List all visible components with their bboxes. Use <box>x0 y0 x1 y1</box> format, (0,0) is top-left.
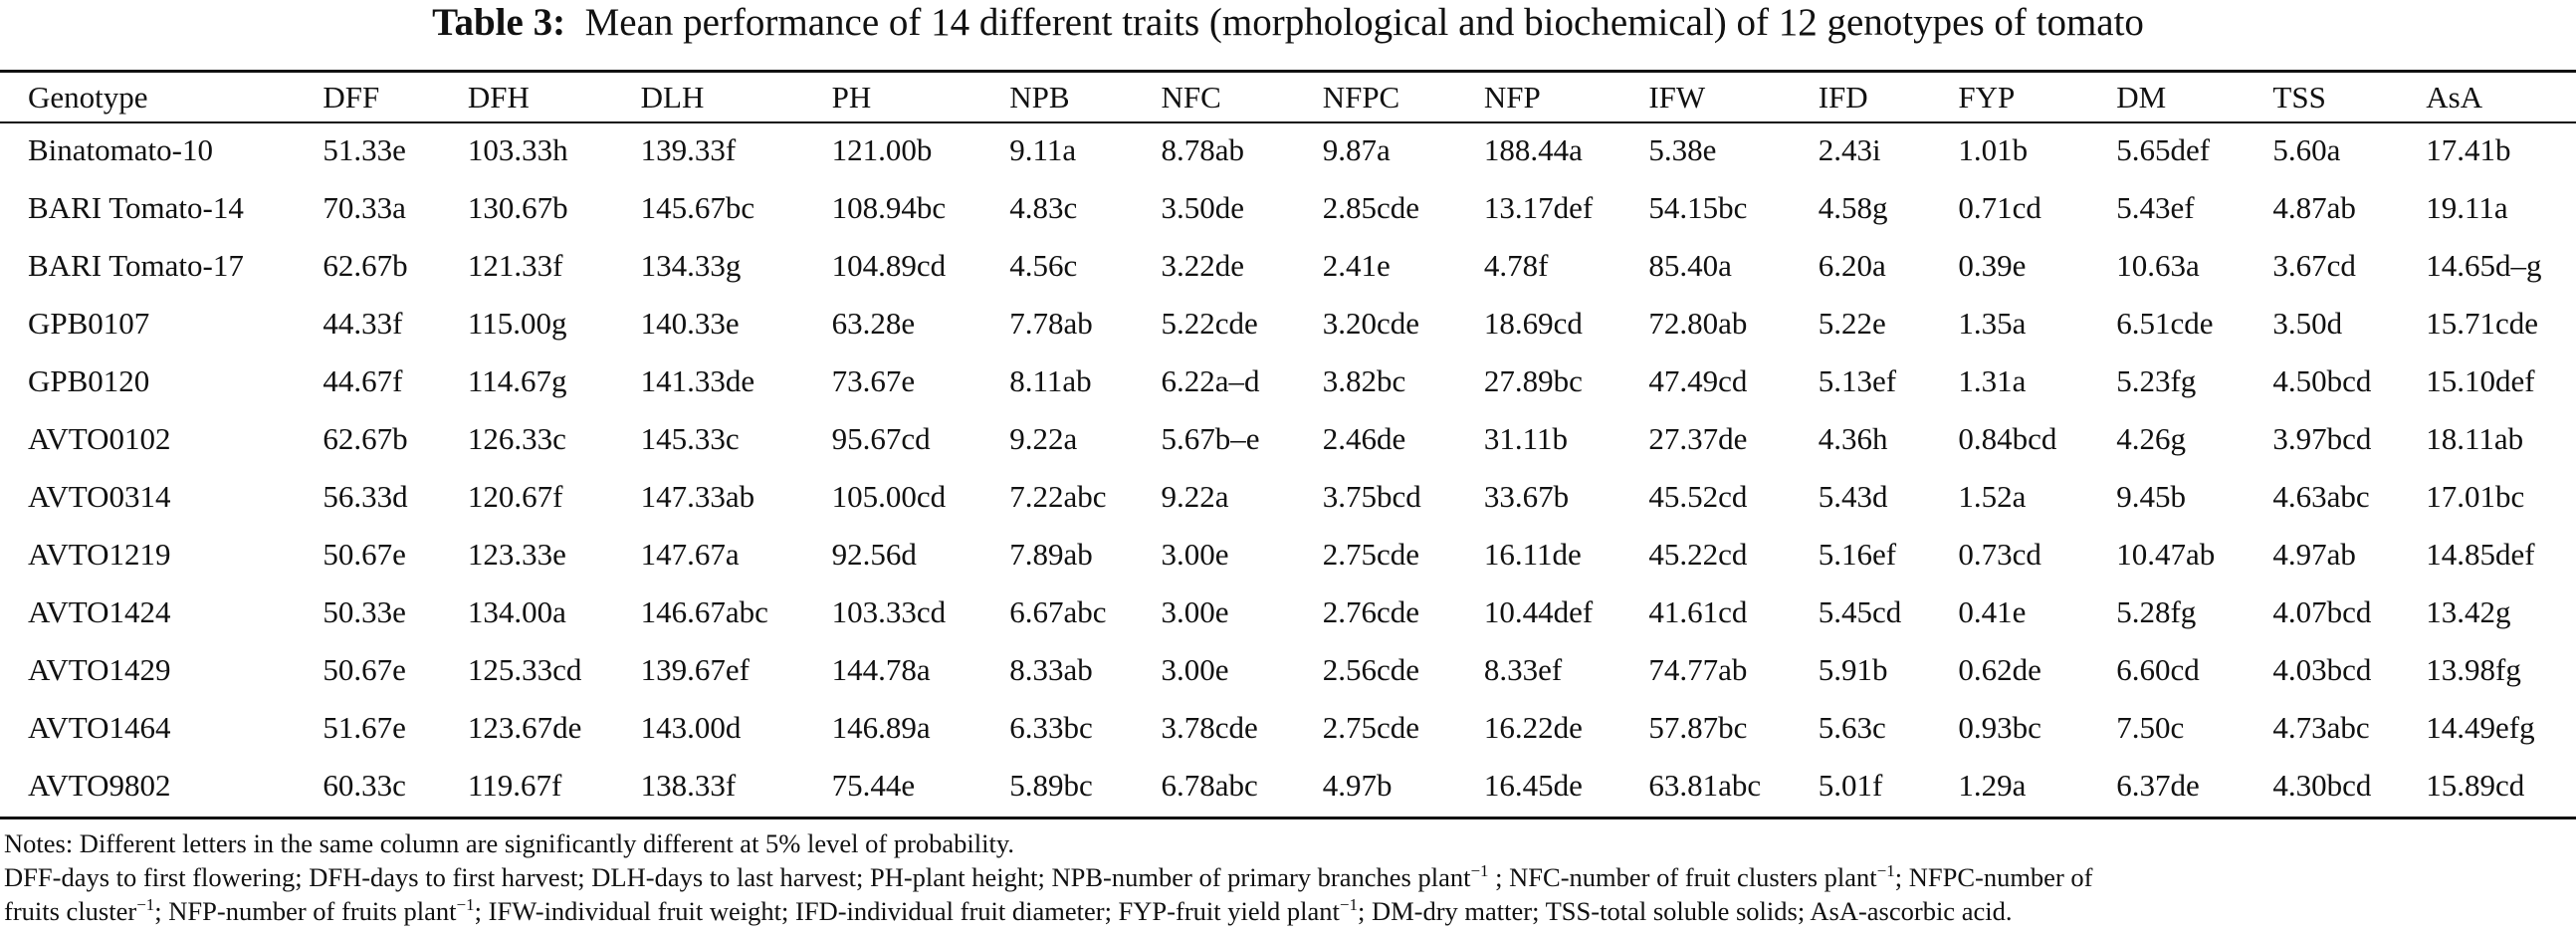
value-cell: 9.22a <box>1161 479 1229 514</box>
value-cell: 15.89cd <box>2426 768 2525 803</box>
value-cell: 13.98fg <box>2426 652 2521 687</box>
caption-label: Table 3: <box>432 1 566 44</box>
value-cell: 3.22de <box>1161 248 1245 283</box>
column-header-npb: NPB <box>1009 79 1070 115</box>
value-cell: 41.61cd <box>1648 594 1748 629</box>
value-cell: 121.00b <box>831 132 933 167</box>
table-row <box>0 699 2576 757</box>
table-row <box>0 295 2576 352</box>
value-cell: 14.85def <box>2426 537 2535 572</box>
value-cell: 72.80ab <box>1648 306 1748 341</box>
column-header-ifw: IFW <box>1648 79 1706 115</box>
value-cell: 140.33e <box>640 306 740 341</box>
value-cell: 2.85cde <box>1322 190 1419 225</box>
value-cell: 44.33f <box>322 306 403 341</box>
value-cell: 146.67abc <box>640 594 768 629</box>
value-cell: 14.65d–g <box>2426 248 2542 283</box>
value-cell: 3.00e <box>1161 537 1229 572</box>
table-row <box>0 757 2576 815</box>
value-cell: 5.43d <box>1818 479 1888 514</box>
table-header-row <box>0 73 2576 121</box>
value-cell: 6.60cd <box>2116 652 2200 687</box>
value-cell: 141.33de <box>640 363 755 398</box>
value-cell: 5.65def <box>2116 132 2211 167</box>
value-cell: 138.33f <box>640 768 737 803</box>
notes-line-2: DFF-days to first flowering; DFH-days to first harvest; DLH-days to last harvest; PH-plant height; NPB-number of primary branches plant$^{-1}$ ; NFC-number of fruit clusters plant$^{-1}$; NFPC-number of <box>4 861 2093 892</box>
column-header-dfh: DFH <box>467 79 530 115</box>
value-cell: 145.67bc <box>640 190 755 225</box>
table-row <box>0 584 2576 641</box>
genotype-cell: GPB0120 <box>28 363 150 398</box>
table-row <box>0 237 2576 295</box>
value-cell: 8.78ab <box>1161 132 1245 167</box>
value-cell: 4.03bcd <box>2272 652 2372 687</box>
column-header-nfpc: NFPC <box>1322 79 1400 115</box>
value-cell: 6.20a <box>1818 248 1886 283</box>
value-cell: 8.33ab <box>1009 652 1093 687</box>
value-cell: 5.22cde <box>1161 306 1258 341</box>
genotype-cell: AVTO1424 <box>28 594 171 629</box>
genotype-cell: AVTO0102 <box>28 421 171 456</box>
value-cell: 7.78ab <box>1009 306 1093 341</box>
value-cell: 4.50bcd <box>2272 363 2372 398</box>
value-cell: 146.89a <box>831 710 931 745</box>
value-cell: 5.45cd <box>1818 594 1902 629</box>
value-cell: 120.67f <box>467 479 563 514</box>
value-cell: 3.50d <box>2272 306 2343 341</box>
value-cell: 47.49cd <box>1648 363 1748 398</box>
value-cell: 5.23fg <box>2116 363 2197 398</box>
value-cell: 4.07bcd <box>2272 594 2372 629</box>
value-cell: 139.67ef <box>640 652 750 687</box>
table-body <box>0 121 2576 815</box>
value-cell: 123.67de <box>467 710 582 745</box>
value-cell: 1.35a <box>1958 306 2027 341</box>
value-cell: 16.45de <box>1483 768 1583 803</box>
value-cell: 6.22a–d <box>1161 363 1260 398</box>
value-cell: 4.56c <box>1009 248 1078 283</box>
value-cell: 3.50de <box>1161 190 1245 225</box>
data-table <box>0 73 2576 815</box>
value-cell: 10.47ab <box>2116 537 2216 572</box>
value-cell: 2.75cde <box>1322 710 1419 745</box>
value-cell: 27.37de <box>1648 421 1748 456</box>
value-cell: 2.46de <box>1322 421 1406 456</box>
value-cell: 62.67b <box>322 248 408 283</box>
value-cell: 105.00cd <box>831 479 947 514</box>
value-cell: 6.67abc <box>1009 594 1107 629</box>
genotype-cell: AVTO1219 <box>28 537 171 572</box>
value-cell: 14.49efg <box>2426 710 2535 745</box>
column-header-nfc: NFC <box>1161 79 1221 115</box>
value-cell: 6.51cde <box>2116 306 2214 341</box>
value-cell: 1.29a <box>1958 768 2027 803</box>
column-header-nfp: NFP <box>1483 79 1541 115</box>
value-cell: 45.52cd <box>1648 479 1748 514</box>
value-cell: 2.56cde <box>1322 652 1419 687</box>
value-cell: 130.67b <box>467 190 568 225</box>
column-header-ph: PH <box>831 79 872 115</box>
genotype-cell: AVTO0314 <box>28 479 171 514</box>
value-cell: 147.33ab <box>640 479 755 514</box>
value-cell: 123.33e <box>467 537 566 572</box>
value-cell: 17.41b <box>2426 132 2511 167</box>
value-cell: 4.63abc <box>2272 479 2370 514</box>
value-cell: 15.10def <box>2426 363 2535 398</box>
value-cell: 7.89ab <box>1009 537 1093 572</box>
value-cell: 4.73abc <box>2272 710 2370 745</box>
notes-line-1: Notes: Different letters in the same column are significantly different at 5% level of probability. <box>4 828 1015 858</box>
value-cell: 0.71cd <box>1958 190 2041 225</box>
value-cell: 2.75cde <box>1322 537 1419 572</box>
value-cell: 1.52a <box>1958 479 2027 514</box>
table-row <box>0 410 2576 468</box>
value-cell: 9.45b <box>2116 479 2186 514</box>
table-notes <box>4 829 2572 925</box>
value-cell: 3.00e <box>1161 652 1229 687</box>
column-header-ifd: IFD <box>1818 79 1868 115</box>
value-cell: 1.01b <box>1958 132 2029 167</box>
genotype-cell: AVTO1464 <box>28 710 171 745</box>
column-header-dlh: DLH <box>640 79 705 115</box>
value-cell: 50.67e <box>322 537 406 572</box>
value-cell: 119.67f <box>467 768 562 803</box>
caption-text: Mean performance of 14 different traits (morphological and biochemical) of 12 genotypes of tomato <box>584 1 2144 44</box>
value-cell: 92.56d <box>831 537 917 572</box>
value-cell: 5.43ef <box>2116 190 2195 225</box>
value-cell: 4.36h <box>1818 421 1888 456</box>
column-header-dff: DFF <box>322 79 380 115</box>
value-cell: 10.44def <box>1483 594 1594 629</box>
value-cell: 0.39e <box>1958 248 2027 283</box>
value-cell: 9.87a <box>1322 132 1391 167</box>
column-header-dm: DM <box>2116 79 2167 115</box>
value-cell: 18.11ab <box>2426 421 2524 456</box>
value-cell: 13.17def <box>1483 190 1594 225</box>
value-cell: 16.22de <box>1483 710 1583 745</box>
value-cell: 0.62de <box>1958 652 2041 687</box>
value-cell: 3.20cde <box>1322 306 1419 341</box>
value-cell: 75.44e <box>831 768 916 803</box>
table-row <box>0 179 2576 237</box>
value-cell: 51.33e <box>322 132 406 167</box>
value-cell: 7.22abc <box>1009 479 1107 514</box>
value-cell: 2.43i <box>1818 132 1881 167</box>
value-cell: 126.33c <box>467 421 566 456</box>
value-cell: 62.67b <box>322 421 408 456</box>
value-cell: 5.60a <box>2272 132 2341 167</box>
value-cell: 5.01f <box>1818 768 1883 803</box>
value-cell: 13.42g <box>2426 594 2511 629</box>
value-cell: 5.38e <box>1648 132 1717 167</box>
value-cell: 4.58g <box>1818 190 1888 225</box>
value-cell: 104.89cd <box>831 248 947 283</box>
value-cell: 145.33c <box>640 421 740 456</box>
value-cell: 70.33a <box>322 190 406 225</box>
value-cell: 9.11a <box>1009 132 1077 167</box>
column-header-tss: TSS <box>2272 79 2326 115</box>
value-cell: 9.22a <box>1009 421 1078 456</box>
value-cell: 1.31a <box>1958 363 2027 398</box>
table-bottom-rule <box>0 817 2576 819</box>
value-cell: 50.33e <box>322 594 406 629</box>
value-cell: 54.15bc <box>1648 190 1748 225</box>
value-cell: 134.00a <box>467 594 566 629</box>
table-row <box>0 352 2576 410</box>
value-cell: 5.16ef <box>1818 537 1897 572</box>
value-cell: 4.97ab <box>2272 537 2356 572</box>
value-cell: 18.69cd <box>1483 306 1583 341</box>
value-cell: 3.97bcd <box>2272 421 2372 456</box>
value-cell: 57.87bc <box>1648 710 1748 745</box>
genotype-cell: AVTO9802 <box>28 768 171 803</box>
value-cell: 56.33d <box>322 479 408 514</box>
value-cell: 147.67a <box>640 537 740 572</box>
column-header-genotype: Genotype <box>28 79 148 115</box>
value-cell: 63.81abc <box>1648 768 1762 803</box>
genotype-cell: BARI Tomato-14 <box>28 190 244 225</box>
value-cell: 115.00g <box>467 306 567 341</box>
value-cell: 4.26g <box>2116 421 2186 456</box>
value-cell: 7.50c <box>2116 710 2185 745</box>
value-cell: 134.33g <box>640 248 742 283</box>
value-cell: 15.71cde <box>2426 306 2539 341</box>
value-cell: 0.73cd <box>1958 537 2041 572</box>
value-cell: 60.33c <box>322 768 406 803</box>
value-cell: 5.13ef <box>1818 363 1897 398</box>
value-cell: 125.33cd <box>467 652 582 687</box>
column-header-fyp: FYP <box>1958 79 2016 115</box>
value-cell: 44.67f <box>322 363 403 398</box>
value-cell: 4.83c <box>1009 190 1078 225</box>
value-cell: 95.67cd <box>831 421 931 456</box>
value-cell: 4.97b <box>1322 768 1393 803</box>
value-cell: 121.33f <box>467 248 563 283</box>
value-cell: 5.89bc <box>1009 768 1093 803</box>
value-cell: 108.94bc <box>831 190 947 225</box>
value-cell: 2.41e <box>1322 248 1391 283</box>
value-cell: 5.67b–e <box>1161 421 1260 456</box>
value-cell: 5.28fg <box>2116 594 2197 629</box>
value-cell: 6.33bc <box>1009 710 1093 745</box>
value-cell: 74.77ab <box>1648 652 1748 687</box>
notes-line-3: fruits cluster$^{-1}$; NFP-number of fruits plant$^{-1}$; IFW-individual fruit weight; IFD-individual fruit diameter; FYP-fruit yield plant$^{-1}$; DM-dry matter; TSS-total soluble solids; AsA-ascorbic acid. <box>4 894 2013 926</box>
value-cell: 3.82bc <box>1322 363 1406 398</box>
value-cell: 4.87ab <box>2272 190 2356 225</box>
value-cell: 103.33h <box>467 132 568 167</box>
value-cell: 51.67e <box>322 710 406 745</box>
column-header-asa: AsA <box>2426 79 2483 115</box>
value-cell: 2.76cde <box>1322 594 1419 629</box>
table-row <box>0 641 2576 699</box>
value-cell: 4.78f <box>1483 248 1549 283</box>
genotype-cell: Binatomato-10 <box>28 132 213 167</box>
value-cell: 0.41e <box>1958 594 2027 629</box>
value-cell: 114.67g <box>467 363 567 398</box>
table-caption <box>0 0 2576 58</box>
value-cell: 5.91b <box>1818 652 1888 687</box>
value-cell: 73.67e <box>831 363 916 398</box>
value-cell: 16.11de <box>1483 537 1582 572</box>
value-cell: 3.67cd <box>2272 248 2356 283</box>
value-cell: 19.11a <box>2426 190 2508 225</box>
value-cell: 63.28e <box>831 306 916 341</box>
value-cell: 8.33ef <box>1483 652 1563 687</box>
value-cell: 144.78a <box>831 652 931 687</box>
value-cell: 31.11b <box>1483 421 1568 456</box>
value-cell: 50.67e <box>322 652 406 687</box>
value-cell: 3.00e <box>1161 594 1229 629</box>
value-cell: 27.89bc <box>1483 363 1583 398</box>
value-cell: 5.63c <box>1818 710 1886 745</box>
value-cell: 5.22e <box>1818 306 1886 341</box>
value-cell: 6.78abc <box>1161 768 1258 803</box>
value-cell: 85.40a <box>1648 248 1732 283</box>
value-cell: 6.37de <box>2116 768 2200 803</box>
value-cell: 103.33cd <box>831 594 947 629</box>
value-cell: 3.75bcd <box>1322 479 1421 514</box>
value-cell: 10.63a <box>2116 248 2200 283</box>
value-cell: 0.93bc <box>1958 710 2041 745</box>
table-row <box>0 468 2576 526</box>
value-cell: 143.00d <box>640 710 742 745</box>
genotype-cell: GPB0107 <box>28 306 150 341</box>
genotype-cell: AVTO1429 <box>28 652 171 687</box>
value-cell: 139.33f <box>640 132 737 167</box>
value-cell: 17.01bc <box>2426 479 2525 514</box>
table-row <box>0 121 2576 179</box>
value-cell: 4.30bcd <box>2272 768 2372 803</box>
value-cell: 8.11ab <box>1009 363 1092 398</box>
value-cell: 45.22cd <box>1648 537 1748 572</box>
table-row <box>0 526 2576 584</box>
value-cell: 33.67b <box>1483 479 1570 514</box>
value-cell: 0.84bcd <box>1958 421 2057 456</box>
value-cell: 3.78cde <box>1161 710 1258 745</box>
genotype-cell: BARI Tomato-17 <box>28 248 244 283</box>
value-cell: 188.44a <box>1483 132 1583 167</box>
